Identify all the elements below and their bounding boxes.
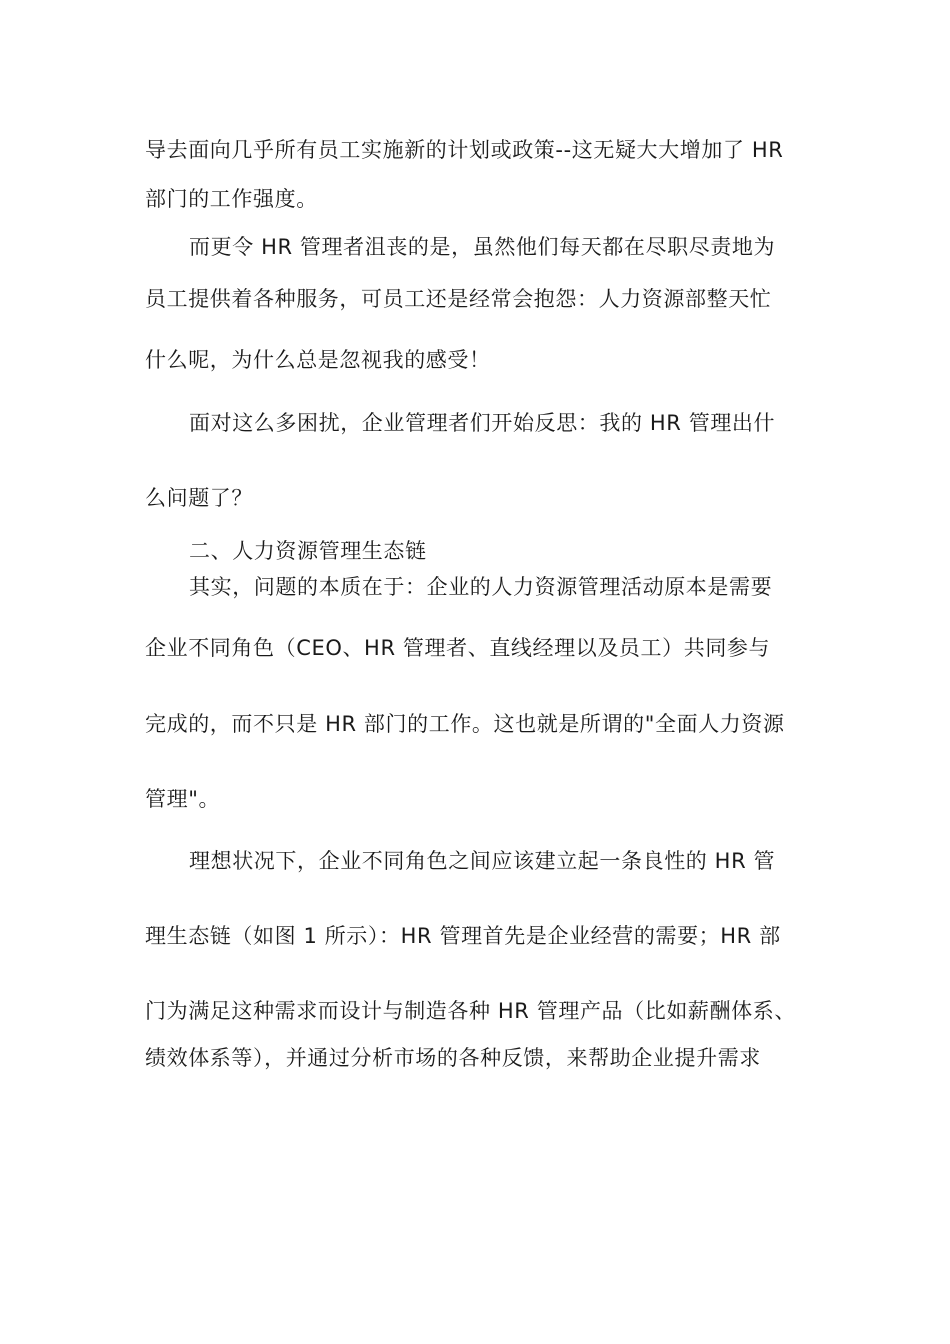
text-line: 理想状况下，企业不同角色之间应该建立起一条良性的 HR 管 — [189, 849, 776, 873]
text-line: 企业不同角色（CEO、HR 管理者、直线经理以及员工）共同参与 — [145, 636, 771, 660]
text-line: 理生态链（如图 1 所示）：HR 管理首先是企业经营的需要；HR 部 — [145, 924, 781, 948]
text-line: 其实，问题的本质在于：企业的人力资源管理活动原本是需要 — [189, 575, 773, 599]
text-line: 员工提供着各种服务，可员工还是经常会抱怨：人力资源部整天忙 — [145, 287, 772, 311]
section-heading: 二、人力资源管理生态链 — [189, 539, 427, 563]
text-line: 而更令 HR 管理者沮丧的是，虽然他们每天都在尽职尽责地为 — [189, 235, 776, 259]
text-line: 面对这么多困扰，企业管理者们开始反思：我的 HR 管理出什 — [189, 411, 776, 435]
text-line: 完成的，而不只是 HR 部门的工作。这也就是所谓的"全面人力资源 — [145, 712, 785, 736]
text-line: 管理"。 — [145, 787, 221, 811]
text-line: 绩效体系等），并通过分析市场的各种反馈，来帮助企业提升需求 — [145, 1046, 761, 1070]
text-line: 么问题了？ — [145, 486, 253, 510]
text-line: 什么呢，为什么总是忽视我的感受！ — [145, 348, 491, 372]
text-line: 部门的工作强度。 — [145, 187, 318, 211]
text-line: 门为满足这种需求而设计与制造各种 HR 管理产品（比如薪酬体系、 — [145, 999, 796, 1023]
text-line: 导去面向几乎所有员工实施新的计划或政策--这无疑大大增加了 HR — [145, 138, 784, 162]
